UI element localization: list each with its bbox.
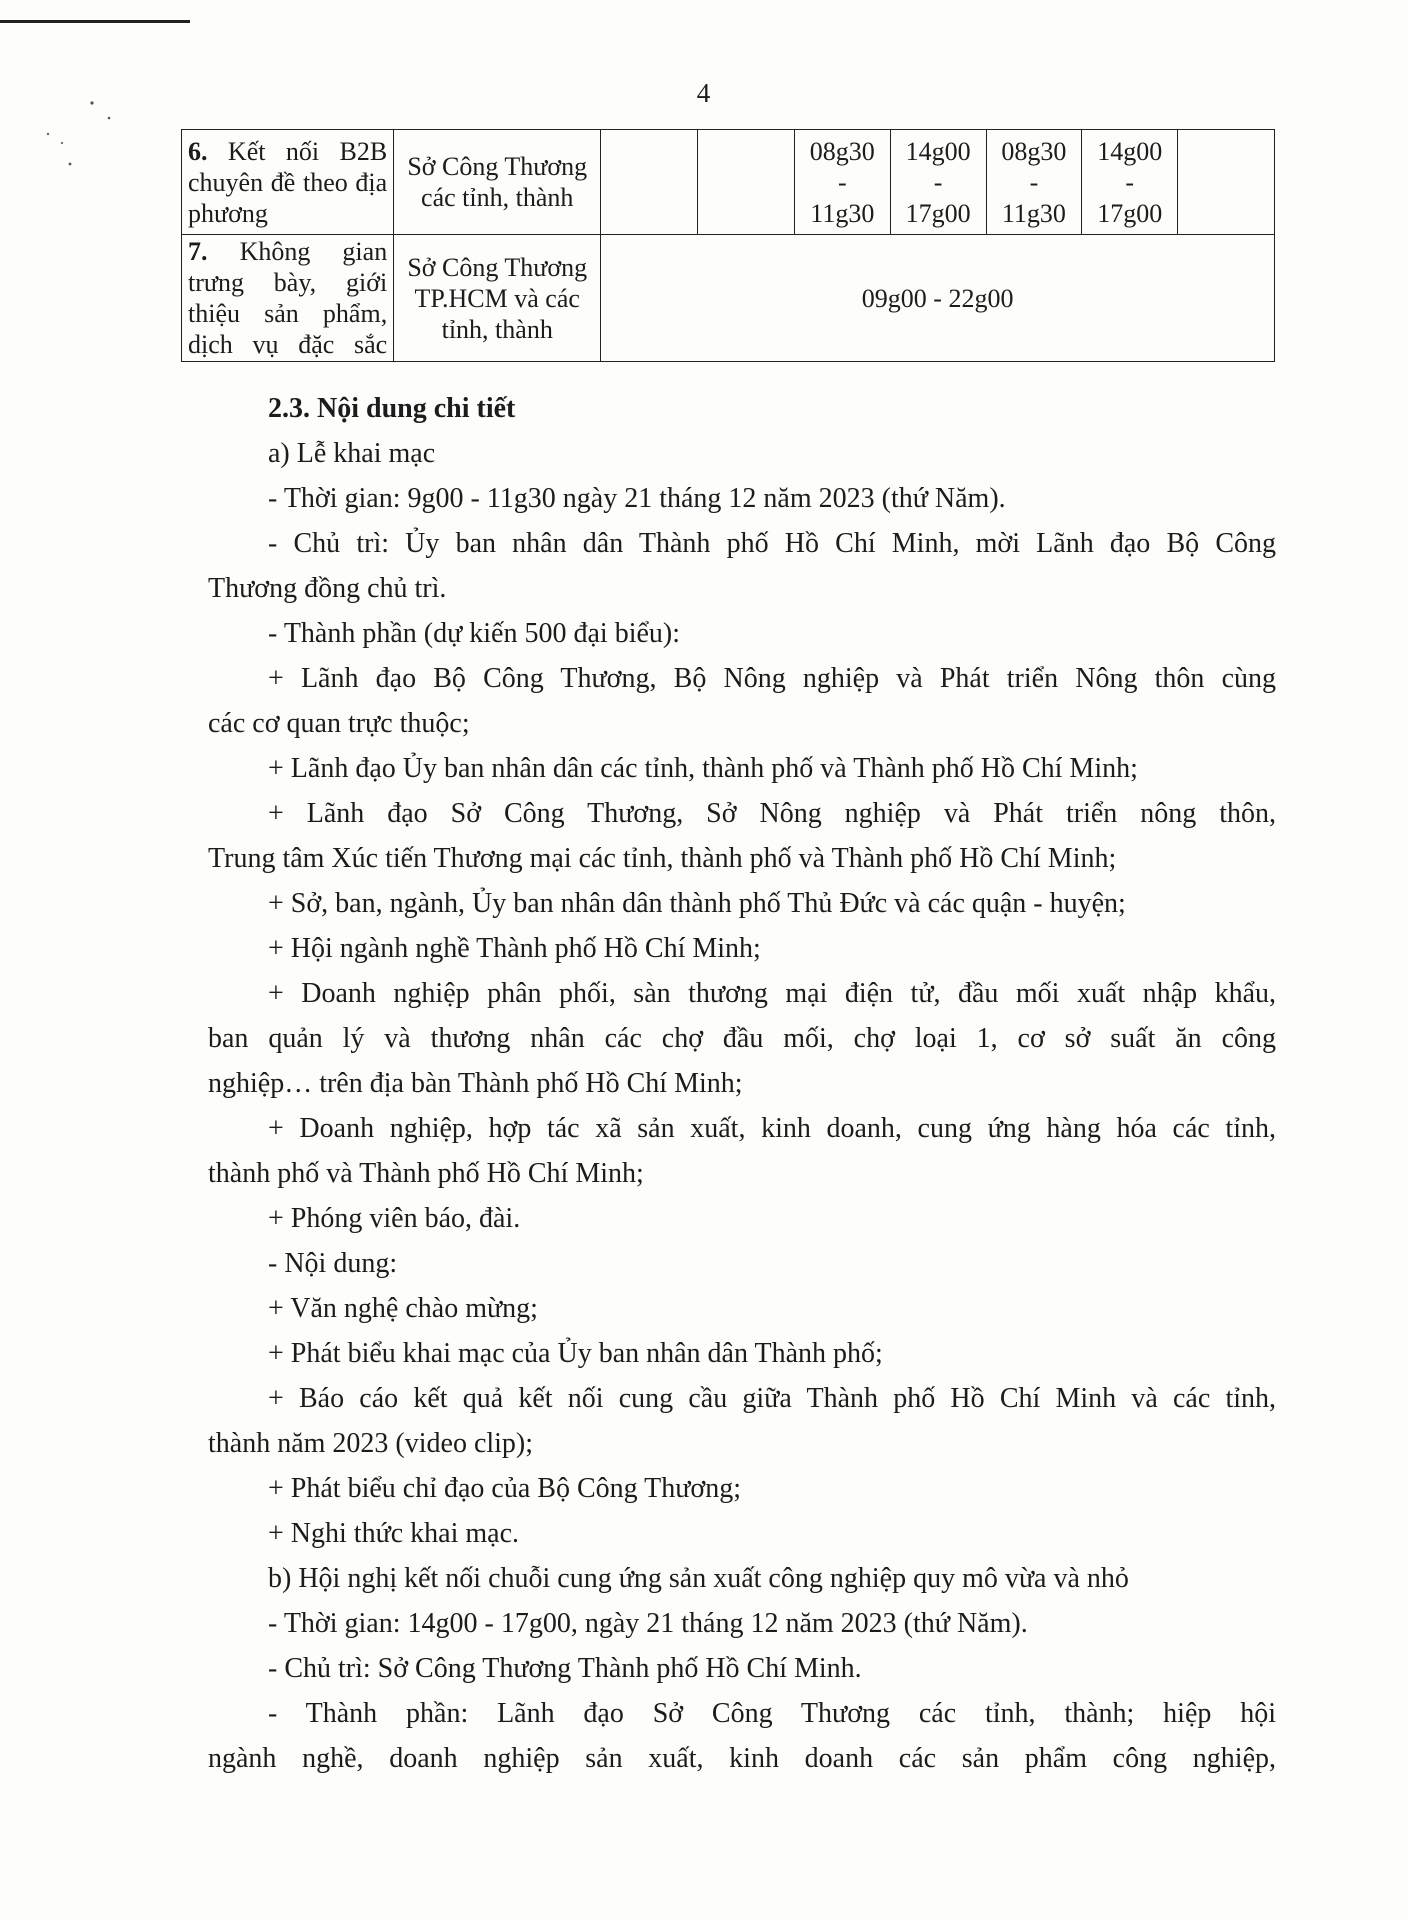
time-end: 17g00	[1097, 198, 1163, 228]
text-line: + Lãnh đạo Sở Công Thương, Sở Nông nghiệp và Phát triển nông thôn,	[268, 798, 1276, 829]
text-line: ngành nghề, doanh nghiệp sản xuất, kinh doanh các sản phẩm công nghiệp,	[208, 1743, 1276, 1774]
text-line: + Hội ngành nghề Thành phố Hồ Chí Minh;	[268, 933, 761, 964]
empty-cell	[698, 130, 795, 235]
text-line: + Phát biểu chỉ đạo của Bộ Công Thương;	[268, 1473, 741, 1504]
row-number: 6.	[188, 136, 208, 166]
text-line: + Phát biểu khai mạc của Ủy ban nhân dân Thành phố;	[268, 1338, 883, 1369]
time-cell	[794, 130, 890, 235]
text-line: - Chủ trì: Ủy ban nhân dân Thành phố Hồ Chí Minh, mời Lãnh đạo Bộ Công	[268, 528, 1276, 559]
time-separator: -	[1125, 167, 1135, 197]
text-line: + Văn nghệ chào mừng;	[268, 1293, 538, 1324]
text-line: a) Lễ khai mạc	[268, 438, 436, 469]
time-start: 08g30	[809, 136, 875, 166]
activity-name: Không gian trưng bày, giới thiệu sản phẩm, dịch vụ đặc sắc	[188, 237, 388, 359]
time-end: 11g30	[810, 198, 875, 228]
text-line: nghiệp… trên địa bàn Thành phố Hồ Chí Minh;	[208, 1068, 743, 1099]
row-number: 7.	[188, 237, 208, 266]
page-number: 4	[696, 78, 711, 108]
text-line: - Thời gian: 9g00 - 11g30 ngày 21 tháng 12 năm 2023 (thứ Năm).	[268, 483, 1006, 514]
text-line: thành phố và Thành phố Hồ Chí Minh;	[208, 1158, 644, 1189]
text-line: + Lãnh đạo Ủy ban nhân dân các tỉnh, thành phố và Thành phố Hồ Chí Minh;	[268, 753, 1138, 784]
activity-cell	[182, 130, 394, 235]
time-start: 14g00	[905, 136, 971, 166]
text-line: - Thành phần: Lãnh đạo Sở Công Thương các tỉnh, thành; hiệp hội	[268, 1698, 1276, 1729]
empty-cell	[1178, 130, 1275, 235]
text-line: + Phóng viên báo, đài.	[268, 1203, 521, 1234]
text-line: thành năm 2023 (video clip);	[208, 1428, 534, 1459]
text-line: + Sở, ban, ngành, Ủy ban nhân dân thành phố Thủ Đức và các quận - huyện;	[268, 888, 1126, 919]
time-range-cell: 09g00 - 22g00	[601, 235, 1275, 362]
unit-cell: Sở Công Thương các tỉnh, thành	[394, 130, 601, 235]
text-line: + Nghi thức khai mạc.	[268, 1518, 520, 1549]
text-line: - Thời gian: 14g00 - 17g00, ngày 21 tháng 12 năm 2023 (thứ Năm).	[268, 1608, 1028, 1639]
text-line: Trung tâm Xúc tiến Thương mại các tỉnh, thành phố và Thành phố Hồ Chí Minh;	[208, 843, 1117, 874]
time-cell	[1082, 130, 1178, 235]
text-line: - Nội dung:	[268, 1248, 398, 1279]
table-row	[182, 235, 1275, 362]
time-cell	[986, 130, 1082, 235]
text-line: + Báo cáo kết quả kết nối cung cầu giữa Thành phố Hồ Chí Minh và các tỉnh,	[268, 1383, 1276, 1414]
time-separator: -	[837, 167, 847, 197]
time-start: 08g30	[1001, 136, 1067, 166]
time-end: 17g00	[905, 198, 971, 228]
text-line: các cơ quan trực thuộc;	[208, 708, 470, 739]
time-separator: -	[933, 167, 943, 197]
activity-cell	[182, 235, 394, 362]
document-body	[208, 386, 1276, 1781]
time-start: 14g00	[1097, 136, 1163, 166]
text-line: + Doanh nghiệp phân phối, sàn thương mại điện tử, đầu mối xuất nhập khẩu,	[268, 978, 1276, 1009]
text-line: b) Hội nghị kết nối chuỗi cung ứng sản xuất công nghiệp quy mô vừa và nhỏ	[268, 1563, 1129, 1594]
text-line: + Lãnh đạo Bộ Công Thương, Bộ Nông nghiệp và Phát triển Nông thôn cùng	[268, 663, 1276, 694]
schedule-table	[181, 129, 1275, 362]
unit-cell: Sở Công Thương TP.HCM và các tỉnh, thành	[394, 235, 601, 362]
section-heading: 2.3. Nội dung chi tiết	[268, 393, 516, 424]
text-line: ban quản lý và thương nhân các chợ đầu mối, chợ loại 1, cơ sở suất ăn công	[208, 1023, 1276, 1054]
table-row	[182, 130, 1275, 235]
text-line: - Chủ trì: Sở Công Thương Thành phố Hồ Chí Minh.	[268, 1653, 862, 1684]
activity-name: Kết nối B2B chuyên đề theo địa phương	[188, 136, 388, 228]
text-line: + Doanh nghiệp, hợp tác xã sản xuất, kinh doanh, cung ứng hàng hóa các tỉnh,	[268, 1113, 1276, 1144]
text-line: Thương đồng chủ trì.	[208, 573, 447, 604]
time-cell	[890, 130, 986, 235]
time-separator: -	[1029, 167, 1039, 197]
empty-cell	[601, 130, 698, 235]
time-end: 11g30	[1001, 198, 1066, 228]
text-line: - Thành phần (dự kiến 500 đại biểu):	[268, 618, 681, 649]
